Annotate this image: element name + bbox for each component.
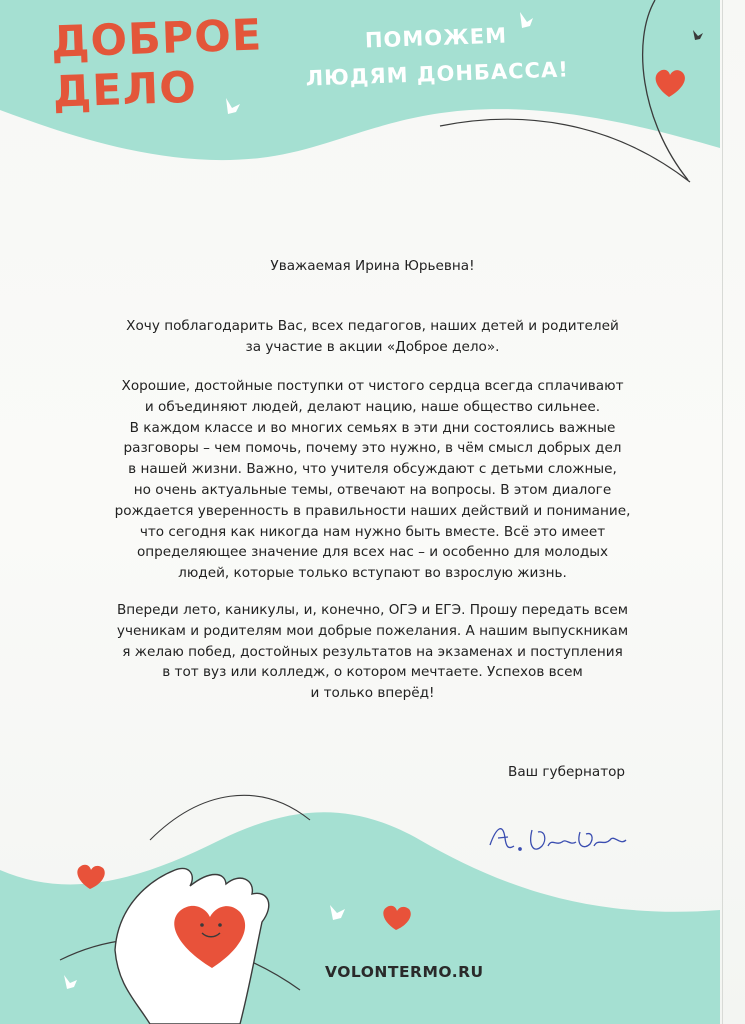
website-link[interactable]: VOLONTERMO.RU bbox=[325, 963, 484, 981]
text-line: разговоры – чем помочь, почему это нужно, в чём смысл добрых дел bbox=[123, 440, 622, 457]
brand-line: ДЕЛО bbox=[52, 62, 198, 118]
text-line: ученикам и родителям мои добрые пожелания. А нашим выпускникам bbox=[116, 622, 629, 639]
signature-image bbox=[490, 829, 626, 851]
text-line: рождается уверенность в правильности наших действий и понимание, bbox=[114, 502, 631, 519]
slogan-line: ПОМОЖЕМ bbox=[364, 23, 508, 53]
footer-wave bbox=[0, 812, 720, 1024]
brand-logo bbox=[50, 10, 264, 117]
text-line: Хорошие, достойные поступки от чистого сердца всегда сплачивают bbox=[121, 378, 624, 394]
greeting: Уважаемая Ирина Юрьевна! bbox=[270, 258, 475, 274]
text-line: людей, которые только вступают во взрослую жизнь. bbox=[178, 565, 567, 582]
text-line: в нашей жизни. Важно, что учителя обсуждают с детьми сложные, bbox=[128, 461, 617, 478]
text-line: В каждом классе и во многих семьях в эти дни состоялись важные bbox=[129, 419, 616, 436]
paragraph-wishes bbox=[0, 600, 745, 704]
brand-line: ДОБРОЕ bbox=[50, 10, 264, 68]
slogan bbox=[304, 15, 570, 96]
text-line: я желаю побед, достойных результатов на экзаменах и поступления bbox=[122, 643, 623, 660]
text-line: Впереди лето, каникулы, и, конечно, ОГЭ и ЕГЭ. Прошу передать всем bbox=[116, 602, 629, 618]
text-line: Хочу поблагодарить Вас, всех педагогов, наших детей и родителей bbox=[126, 318, 619, 334]
text-line: и только вперёд! bbox=[310, 685, 435, 702]
text-line: за участие в акции «Доброе дело». bbox=[245, 338, 500, 355]
paragraph-main bbox=[0, 376, 745, 584]
text-line: определяющее значение для всех нас – и особенно для молодых bbox=[136, 544, 609, 561]
text-line: и объединяют людей, делают нацию, наше общество сильнее. bbox=[144, 398, 601, 415]
signature-title: Ваш губернатор bbox=[508, 764, 626, 780]
paragraph-thanks bbox=[0, 316, 745, 358]
text-line: но очень актуальные темы, отвечают на вопросы. В этом диалоге bbox=[133, 481, 612, 498]
slogan-line: ЛЮДЯМ ДОНБАССА! bbox=[305, 57, 570, 91]
text-line: что сегодня как никогда нам нужно быть вместе. Всё это имеет bbox=[139, 523, 606, 540]
text-line: в тот вуз или колледж, о котором мечтаете. Успехов всем bbox=[162, 664, 583, 681]
